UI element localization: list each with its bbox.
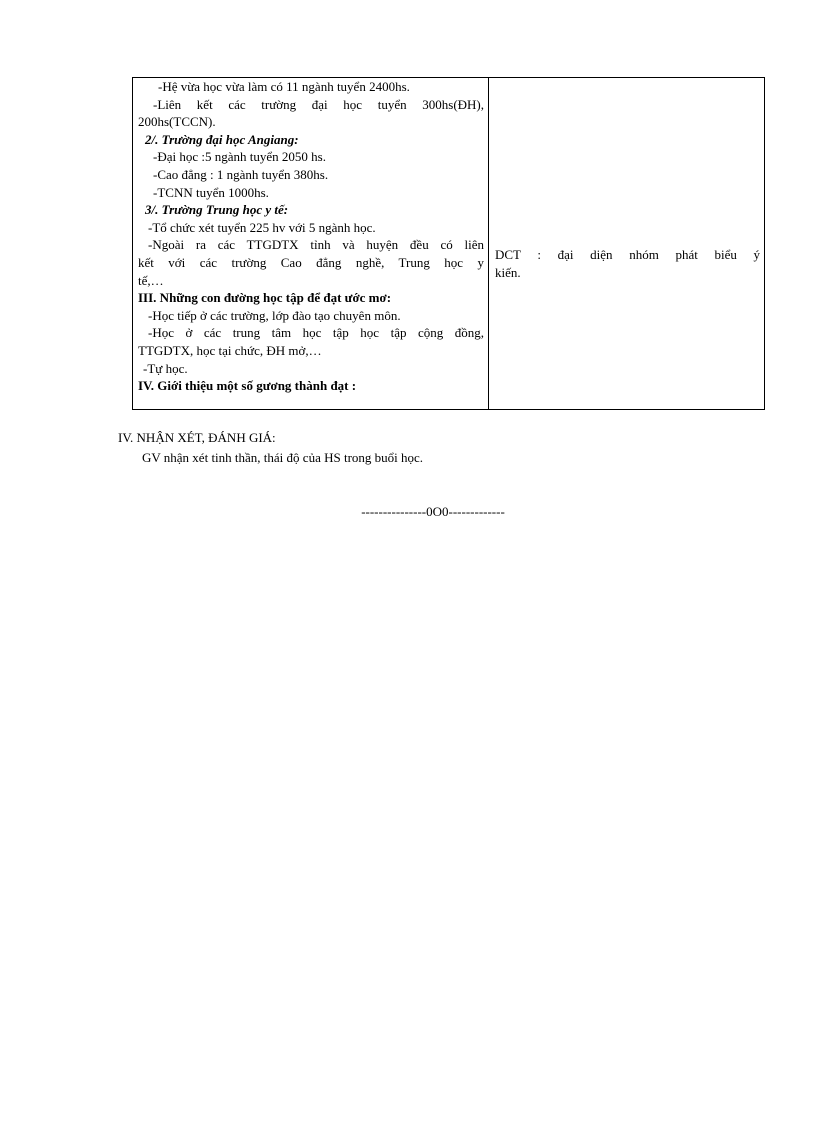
text-line: -Hệ vừa học vừa làm có 11 ngành tuyển 2400hs. — [158, 79, 410, 94]
text-line: -Ngoài ra các TTGDTX tỉnh và huyện đều có liên — [148, 237, 484, 253]
right-column-cell — [489, 78, 764, 409]
section-heading: IV. Giới thiệu một số gương thành đạt : — [138, 378, 357, 394]
text-line: kiến. — [495, 264, 521, 280]
text-line: TTGDTX, học tại chức, ĐH mở,… — [138, 342, 322, 358]
content-table — [132, 77, 765, 410]
text-line: -Tổ chức xét tuyển 225 hv với 5 ngành học. — [148, 219, 376, 235]
section-body: GV nhận xét tinh thần, thái độ của HS trong buổi học. — [142, 450, 424, 465]
subsection-heading: 2/. Trường đại học Angiang: — [145, 131, 299, 147]
end-divider: ---------------0O0------------- — [361, 504, 505, 519]
text-line: -Học ở các trung tâm học tập học tập cộng đồng, — [148, 325, 484, 341]
text-line: -Tự học. — [143, 360, 188, 376]
section-heading: III. Những con đường học tập để đạt ước mơ: — [138, 290, 392, 306]
text-line: tế,… — [138, 272, 164, 288]
text-line: -Học tiếp ở các trường, lớp đào tạo chuyên môn. — [148, 307, 401, 323]
text-line: 200hs(TCCN). — [138, 114, 216, 130]
text-line: -Đại học :5 ngành tuyển 2050 hs. — [153, 149, 326, 165]
text-line: -Cao đẳng : 1 ngành tuyển 380hs. — [153, 166, 329, 182]
text-line: kết với các trường Cao đẳng nghề, Trung học y — [138, 254, 484, 270]
left-column-cell — [133, 78, 489, 409]
subsection-heading: 3/. Trường Trung học y tế: — [145, 202, 289, 218]
text-line: DCT : đại diện nhóm phát biểu ý — [495, 247, 760, 262]
teacher-activity-note — [495, 246, 760, 281]
section-title: IV. NHẬN XÉT, ĐÁNH GIÁ: — [118, 430, 276, 445]
text-line: -Liên kết các trường đại học tuyển 300hs(ĐH), — [153, 96, 484, 112]
text-line: -TCNN tuyển 1000hs. — [153, 184, 269, 200]
